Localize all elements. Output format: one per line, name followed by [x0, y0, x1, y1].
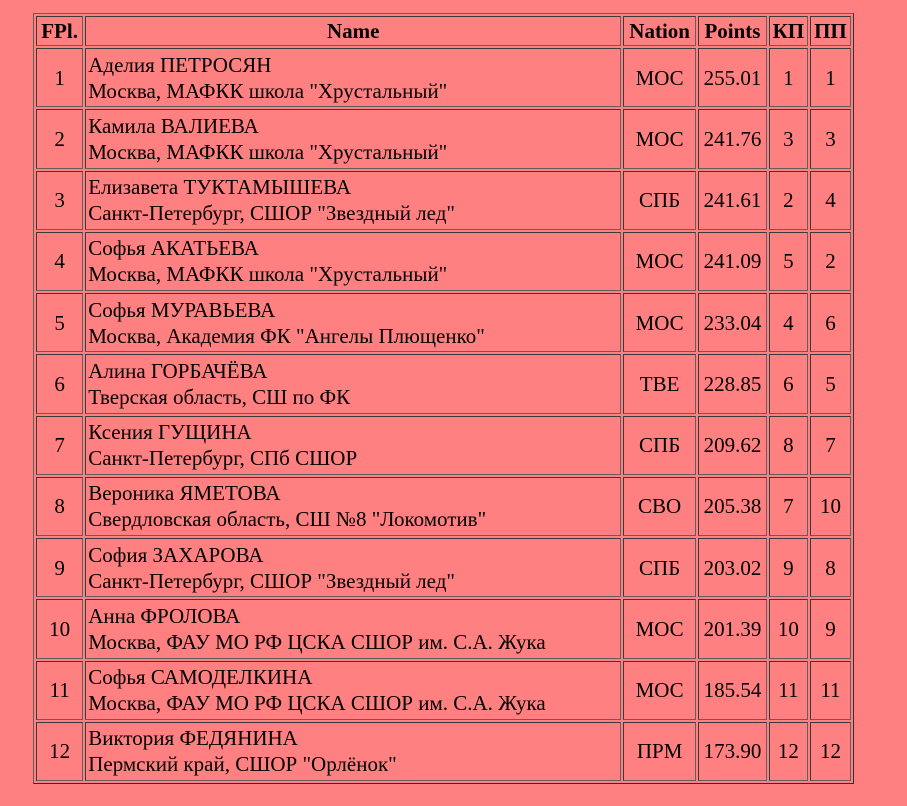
- skater-club: Москва, ФАУ МО РФ ЦСКА СШОР им. С.А. Жука: [88, 691, 546, 716]
- skater-cell: [85, 109, 621, 168]
- place-cell: 1: [36, 48, 83, 107]
- header-free-program: ПП: [810, 16, 851, 46]
- skater-cell: [85, 477, 621, 536]
- header-place: FPl.: [36, 16, 83, 46]
- free-program-place-cell: 7: [810, 416, 851, 475]
- nation-cell: МОС: [623, 232, 696, 291]
- points-cell: 185.54: [698, 661, 767, 720]
- place-cell: 2: [36, 109, 83, 168]
- header-points: Points: [698, 16, 767, 46]
- nation-cell: ТВЕ: [623, 354, 696, 413]
- skater-name: Аделия ПЕТРОСЯН: [88, 52, 272, 77]
- nation-cell: МОС: [623, 599, 696, 658]
- place-cell: 10: [36, 599, 83, 658]
- short-program-place-cell: 10: [769, 599, 808, 658]
- skater-name: Алина ГОРБАЧЁВА: [88, 358, 268, 383]
- short-program-place-cell: 11: [769, 661, 808, 720]
- short-program-place-cell: 3: [769, 109, 808, 168]
- place-cell: 12: [36, 722, 83, 781]
- free-program-place-cell: 10: [810, 477, 851, 536]
- skater-club: Москва, МАФКК школа "Хрустальный": [88, 262, 448, 287]
- table-row: [36, 171, 851, 230]
- skater-cell: [85, 722, 621, 781]
- free-program-place-cell: 5: [810, 354, 851, 413]
- results-table: [33, 13, 854, 784]
- table-row: [36, 293, 851, 352]
- nation-cell: МОС: [623, 661, 696, 720]
- nation-cell: СПБ: [623, 538, 696, 597]
- skater-cell: [85, 354, 621, 413]
- header-name: Name: [85, 16, 621, 46]
- table-row: [36, 722, 851, 781]
- skater-club: Москва, МАФКК школа "Хрустальный": [88, 78, 448, 103]
- skater-club: Москва, Академия ФК "Ангелы Плющенко": [88, 323, 485, 348]
- skater-cell: [85, 538, 621, 597]
- short-program-place-cell: 5: [769, 232, 808, 291]
- free-program-place-cell: 3: [810, 109, 851, 168]
- results-container: [33, 13, 854, 784]
- place-cell: 5: [36, 293, 83, 352]
- skater-club: Москва, МАФКК школа "Хрустальный": [88, 139, 448, 164]
- header-row: [36, 16, 851, 46]
- nation-cell: СПБ: [623, 171, 696, 230]
- points-cell: 241.76: [698, 109, 767, 168]
- skater-cell: [85, 171, 621, 230]
- skater-name: Анна ФРОЛОВА: [88, 603, 241, 628]
- nation-cell: МОС: [623, 109, 696, 168]
- skater-cell: [85, 599, 621, 658]
- short-program-place-cell: 2: [769, 171, 808, 230]
- points-cell: 255.01: [698, 48, 767, 107]
- skater-name: Виктория ФЕДЯНИНА: [88, 726, 298, 751]
- points-cell: 209.62: [698, 416, 767, 475]
- free-program-place-cell: 4: [810, 171, 851, 230]
- table-row: [36, 661, 851, 720]
- free-program-place-cell: 1: [810, 48, 851, 107]
- skater-name: Софья АКАТЬЕВА: [88, 236, 259, 261]
- place-cell: 4: [36, 232, 83, 291]
- table-row: [36, 232, 851, 291]
- nation-cell: МОС: [623, 293, 696, 352]
- table-row: [36, 109, 851, 168]
- skater-club: Москва, ФАУ МО РФ ЦСКА СШОР им. С.А. Жука: [88, 629, 546, 654]
- free-program-place-cell: 11: [810, 661, 851, 720]
- points-cell: 203.02: [698, 538, 767, 597]
- nation-cell: СПБ: [623, 416, 696, 475]
- skater-cell: [85, 661, 621, 720]
- short-program-place-cell: 6: [769, 354, 808, 413]
- points-cell: 173.90: [698, 722, 767, 781]
- header-short-program: КП: [769, 16, 808, 46]
- skater-name: Софья МУРАВЬЕВА: [88, 297, 276, 322]
- skater-name: Елизавета ТУКТАМЫШЕВА: [88, 175, 351, 200]
- skater-club: Санкт-Петербург, СПб СШОР: [88, 446, 358, 471]
- results-body: [36, 48, 851, 781]
- header-nation: Nation: [623, 16, 696, 46]
- place-cell: 8: [36, 477, 83, 536]
- points-cell: 241.09: [698, 232, 767, 291]
- skater-cell: [85, 293, 621, 352]
- skater-name: Камила ВАЛИЕВА: [88, 113, 259, 138]
- skater-club: Пермский край, СШОР "Орлёнок": [88, 752, 397, 777]
- place-cell: 7: [36, 416, 83, 475]
- free-program-place-cell: 6: [810, 293, 851, 352]
- skater-name: Ксения ГУЩИНА: [88, 420, 252, 445]
- nation-cell: СВО: [623, 477, 696, 536]
- skater-name: София ЗАХАРОВА: [88, 542, 264, 567]
- skater-club: Свердловская область, СШ №8 "Локомотив": [88, 507, 487, 532]
- table-row: [36, 416, 851, 475]
- table-row: [36, 354, 851, 413]
- skater-club: Санкт-Петербург, СШОР "Звездный лед": [88, 201, 455, 226]
- short-program-place-cell: 9: [769, 538, 808, 597]
- points-cell: 205.38: [698, 477, 767, 536]
- skater-cell: [85, 232, 621, 291]
- skater-name: Вероника ЯМЕТОВА: [88, 481, 281, 506]
- table-row: [36, 538, 851, 597]
- place-cell: 9: [36, 538, 83, 597]
- free-program-place-cell: 8: [810, 538, 851, 597]
- free-program-place-cell: 12: [810, 722, 851, 781]
- nation-cell: МОС: [623, 48, 696, 107]
- free-program-place-cell: 9: [810, 599, 851, 658]
- short-program-place-cell: 4: [769, 293, 808, 352]
- skater-club: Санкт-Петербург, СШОР "Звездный лед": [88, 568, 455, 593]
- short-program-place-cell: 1: [769, 48, 808, 107]
- short-program-place-cell: 7: [769, 477, 808, 536]
- short-program-place-cell: 12: [769, 722, 808, 781]
- nation-cell: ПРМ: [623, 722, 696, 781]
- points-cell: 201.39: [698, 599, 767, 658]
- skater-club: Тверская область, СШ по ФК: [88, 384, 351, 409]
- short-program-place-cell: 8: [769, 416, 808, 475]
- table-row: [36, 477, 851, 536]
- points-cell: 241.61: [698, 171, 767, 230]
- table-row: [36, 599, 851, 658]
- place-cell: 11: [36, 661, 83, 720]
- points-cell: 233.04: [698, 293, 767, 352]
- points-cell: 228.85: [698, 354, 767, 413]
- skater-cell: [85, 416, 621, 475]
- skater-cell: [85, 48, 621, 107]
- table-row: [36, 48, 851, 107]
- place-cell: 3: [36, 171, 83, 230]
- skater-name: Софья САМОДЕЛКИНА: [88, 665, 313, 690]
- place-cell: 6: [36, 354, 83, 413]
- free-program-place-cell: 2: [810, 232, 851, 291]
